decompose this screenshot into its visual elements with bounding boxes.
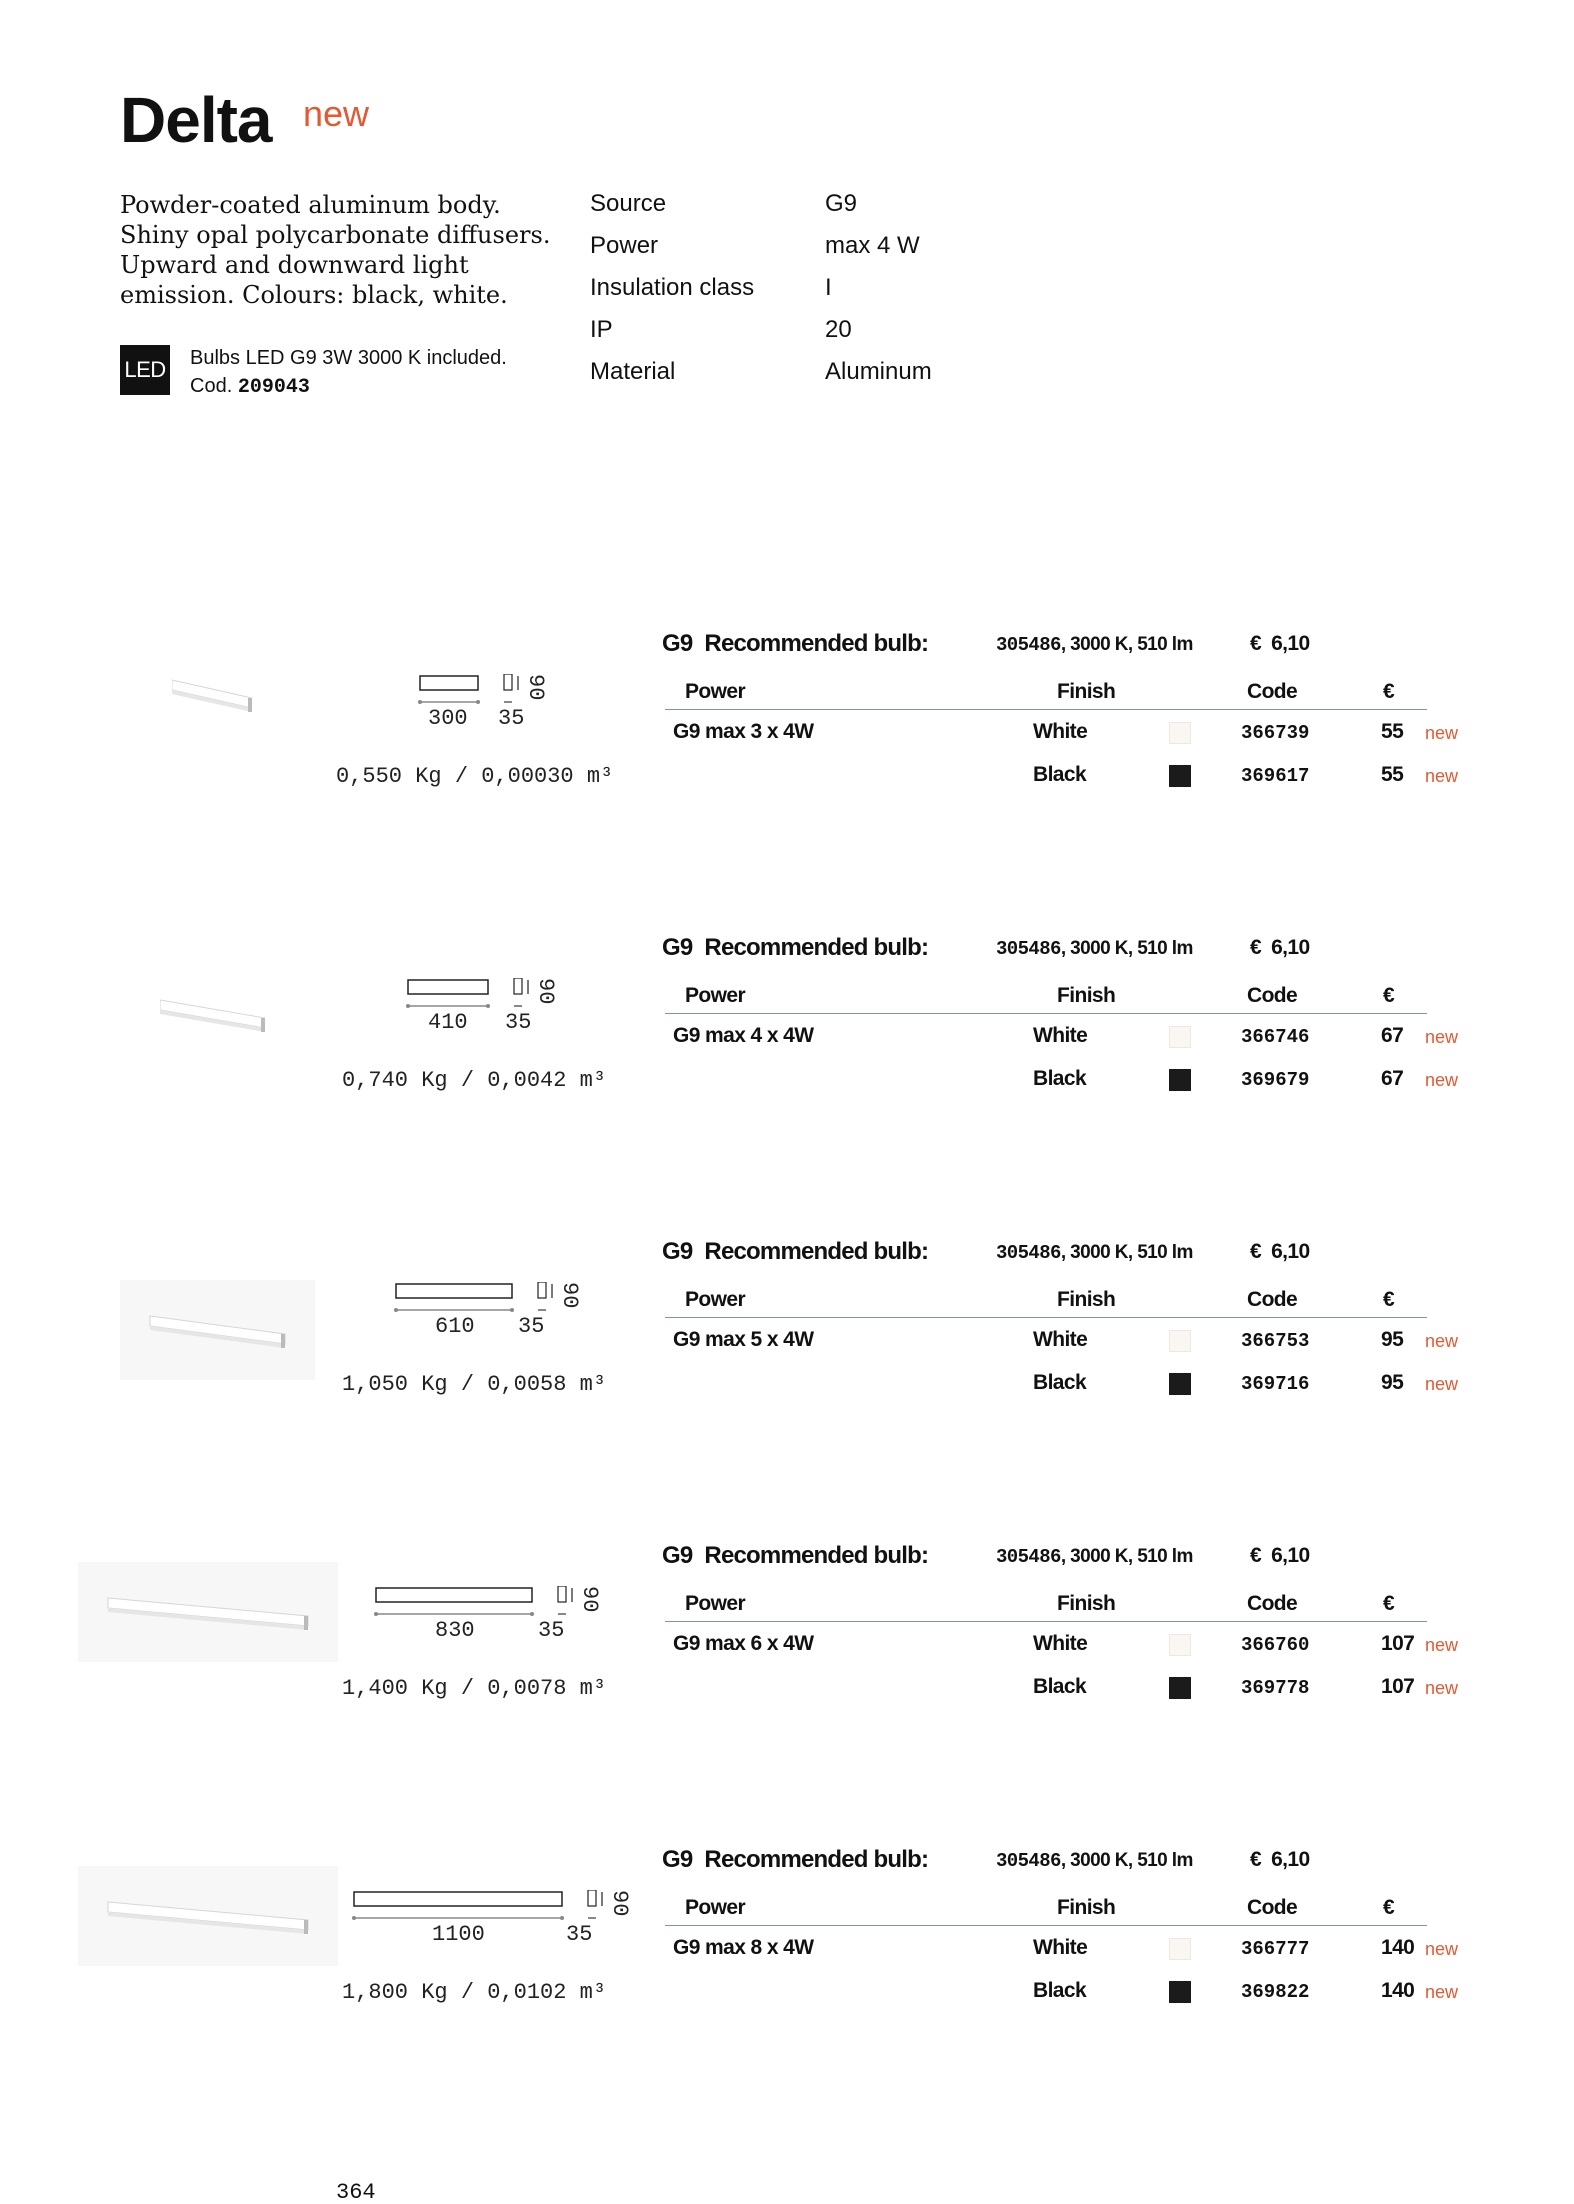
specs-table: [590, 190, 932, 400]
recommended-bulb: [662, 630, 928, 658]
white-swatch: [1169, 1938, 1191, 1960]
bulb-socket: G9: [662, 1846, 693, 1873]
black-swatch: [1169, 1069, 1191, 1091]
new-tag: new: [1425, 1374, 1459, 1394]
euro-sign: €: [1250, 1544, 1262, 1567]
product-block: [0, 1542, 1574, 1842]
header-price: €: [1383, 1896, 1395, 1919]
table-header: [665, 1286, 1427, 1318]
table-row: [665, 720, 1465, 754]
header-finish: Finish: [1057, 984, 1116, 1007]
euro-sign: €: [1250, 936, 1262, 959]
header-finish: Finish: [1057, 1592, 1116, 1615]
black-swatch: [1169, 765, 1191, 787]
bulb-socket: G9: [662, 1542, 693, 1569]
table-row: [665, 1067, 1465, 1101]
euro-sign: €: [1250, 1848, 1262, 1871]
dimension-height: 90: [557, 1282, 582, 1309]
recommended-label: Recommended bulb:: [704, 1846, 929, 1873]
black-swatch: [1169, 1373, 1191, 1395]
bulb-code: 305486: [996, 938, 1061, 960]
recommended-price: [1250, 1240, 1310, 1264]
dimension-height: 90: [577, 1586, 602, 1613]
product-code: 366739: [1241, 722, 1310, 744]
recommended-code: [996, 1242, 1193, 1264]
header-finish: Finish: [1057, 680, 1116, 703]
dimension-depth: 35: [566, 1922, 593, 1947]
power-value: G9 max 4 x 4W: [673, 1024, 814, 1047]
dimension-depth: 35: [505, 1010, 532, 1035]
product-code: 366753: [1241, 1330, 1310, 1352]
euro-sign: €: [1250, 632, 1262, 655]
recommended-price: [1250, 1544, 1310, 1568]
new-tag: new: [1425, 1939, 1459, 1959]
product-description: [120, 190, 560, 310]
table-header: [665, 678, 1427, 710]
bulb-code: 305486: [996, 1850, 1061, 1872]
bulb-socket: G9: [662, 1238, 693, 1265]
spec-value: G9: [825, 190, 858, 217]
table-row: [665, 1632, 1465, 1666]
header-power: Power: [685, 1288, 746, 1311]
led-info: [190, 344, 507, 402]
spec-value: max 4 W: [825, 232, 920, 259]
product-price: 107: [1381, 1675, 1415, 1698]
recommended-price: [1250, 936, 1310, 960]
product-block: [0, 934, 1574, 1234]
new-label: new: [303, 93, 370, 134]
bulb-spec: , 3000 K, 510 lm: [1060, 1850, 1193, 1871]
description-line: Upward and downward light: [120, 251, 469, 279]
product-code: 369822: [1241, 1981, 1310, 2003]
bulb-code: 305486: [996, 1242, 1061, 1264]
white-swatch: [1169, 722, 1191, 744]
finish-value: White: [1033, 1632, 1088, 1655]
spec-label: Source: [590, 190, 667, 217]
product-code: 366760: [1241, 1634, 1310, 1656]
new-tag: new: [1425, 723, 1459, 743]
product-block: [0, 1238, 1574, 1538]
header-finish: Finish: [1057, 1896, 1116, 1919]
header-power: Power: [685, 1592, 746, 1615]
new-tag: new: [1425, 1331, 1459, 1351]
recommended-bulb: [662, 1542, 928, 1570]
bulb-price: 6,10: [1271, 1544, 1310, 1567]
bulb-price: 6,10: [1271, 1848, 1310, 1871]
header-power: Power: [685, 984, 746, 1007]
new-tag: new: [1425, 1982, 1459, 2002]
recommended-label: Recommended bulb:: [704, 1542, 929, 1569]
spec-label: IP: [590, 316, 613, 343]
bulb-spec: , 3000 K, 510 lm: [1060, 1546, 1193, 1567]
recommended-price: [1250, 632, 1310, 656]
recommended-bulb: [662, 934, 928, 962]
dimension-length: 300: [428, 706, 468, 731]
header-power: Power: [685, 680, 746, 703]
spec-value: I: [825, 274, 832, 301]
recommended-label: Recommended bulb:: [704, 934, 929, 961]
spec-label: Material: [590, 358, 676, 385]
new-tag: new: [1425, 1027, 1459, 1047]
finish-value: White: [1033, 720, 1088, 743]
page-number: 364: [336, 2180, 376, 2204]
bulb-spec: , 3000 K, 510 lm: [1060, 634, 1193, 655]
dimension-height: 90: [533, 978, 558, 1005]
bulb-code: 305486: [996, 1546, 1061, 1568]
table-row: [665, 1024, 1465, 1058]
new-tag: new: [1425, 766, 1459, 786]
spec-row: [590, 316, 932, 358]
product-code: 369679: [1241, 1069, 1310, 1091]
new-tag: new: [1425, 1678, 1459, 1698]
finish-value: Black: [1033, 763, 1087, 786]
cod-label: Cod.: [190, 375, 233, 397]
product-code: 366777: [1241, 1938, 1310, 1960]
finish-value: Black: [1033, 1371, 1087, 1394]
weight-volume: 0,740 Kg / 0,0042 m³: [342, 1068, 607, 1093]
recommended-code: [996, 1850, 1193, 1872]
product-price: 95: [1381, 1328, 1404, 1351]
header-price: €: [1383, 1288, 1395, 1311]
table-row: [665, 1936, 1465, 1970]
finish-value: White: [1033, 1024, 1088, 1047]
header-price: €: [1383, 680, 1395, 703]
led-code: [190, 372, 507, 402]
header-price: €: [1383, 984, 1395, 1007]
table-row: [665, 1328, 1465, 1362]
header-code: Code: [1247, 680, 1298, 703]
bulb-socket: G9: [662, 934, 693, 961]
bulb-socket: G9: [662, 630, 693, 657]
recommended-label: Recommended bulb:: [704, 630, 929, 657]
dimension-depth: 35: [518, 1314, 545, 1339]
bulb-price: 6,10: [1271, 1240, 1310, 1263]
new-tag: new: [1425, 1635, 1459, 1655]
table-row: [665, 1675, 1465, 1709]
dimension-depth: 35: [498, 706, 525, 731]
white-swatch: [1169, 1026, 1191, 1048]
product-block: [0, 1846, 1574, 2146]
recommended-code: [996, 634, 1193, 656]
power-value: G9 max 5 x 4W: [673, 1328, 814, 1351]
black-swatch: [1169, 1677, 1191, 1699]
table-row: [665, 1979, 1465, 2013]
table-header: [665, 1894, 1427, 1926]
product-block: [0, 630, 1574, 930]
header-finish: Finish: [1057, 1288, 1116, 1311]
bulb-price: 6,10: [1271, 936, 1310, 959]
recommended-label: Recommended bulb:: [704, 1238, 929, 1265]
product-code: 369617: [1241, 765, 1310, 787]
bulb-spec: , 3000 K, 510 lm: [1060, 1242, 1193, 1263]
table-header: [665, 1590, 1427, 1622]
recommended-price: [1250, 1848, 1310, 1872]
spec-label: Insulation class: [590, 274, 755, 301]
product-price: 95: [1381, 1371, 1404, 1394]
header-code: Code: [1247, 1288, 1298, 1311]
product-code: 366746: [1241, 1026, 1310, 1048]
bulb-spec: , 3000 K, 510 lm: [1060, 938, 1193, 959]
recommended-code: [996, 1546, 1193, 1568]
product-price: 55: [1381, 763, 1404, 786]
header-power: Power: [685, 1896, 746, 1919]
description-line: Powder-coated aluminum body.: [120, 191, 501, 219]
finish-value: Black: [1033, 1979, 1087, 2002]
product-price: 140: [1381, 1936, 1415, 1959]
finish-value: White: [1033, 1936, 1088, 1959]
header-code: Code: [1247, 984, 1298, 1007]
product-price: 107: [1381, 1632, 1415, 1655]
white-swatch: [1169, 1634, 1191, 1656]
product-code: 369778: [1241, 1677, 1310, 1699]
cod-value: 209043: [237, 376, 310, 399]
table-row: [665, 1371, 1465, 1405]
recommended-bulb: [662, 1238, 928, 1266]
finish-value: Black: [1033, 1675, 1087, 1698]
euro-sign: €: [1250, 1240, 1262, 1263]
white-swatch: [1169, 1330, 1191, 1352]
spec-row: [590, 232, 932, 274]
header-code: Code: [1247, 1896, 1298, 1919]
power-value: G9 max 3 x 4W: [673, 720, 814, 743]
dimension-length: 830: [435, 1618, 475, 1643]
weight-volume: 0,550 Kg / 0,00030 m³: [336, 764, 614, 789]
black-swatch: [1169, 1981, 1191, 2003]
weight-volume: 1,800 Kg / 0,0102 m³: [342, 1980, 607, 2005]
recommended-code: [996, 938, 1193, 960]
weight-volume: 1,400 Kg / 0,0078 m³: [342, 1676, 607, 1701]
dimension-length: 410: [428, 1010, 468, 1035]
description-line: emission. Colours: black, white.: [120, 281, 508, 309]
product-code: 369716: [1241, 1373, 1310, 1395]
weight-volume: 1,050 Kg / 0,0058 m³: [342, 1372, 607, 1397]
power-value: G9 max 6 x 4W: [673, 1632, 814, 1655]
product-price: 67: [1381, 1067, 1404, 1090]
new-tag: new: [1425, 1070, 1459, 1090]
finish-value: Black: [1033, 1067, 1087, 1090]
power-value: G9 max 8 x 4W: [673, 1936, 814, 1959]
spec-row: [590, 274, 932, 316]
dimension-depth: 35: [538, 1618, 565, 1643]
bulb-code: 305486: [996, 634, 1061, 656]
spec-value: 20: [825, 316, 852, 343]
finish-value: White: [1033, 1328, 1088, 1351]
page-title: Delta: [120, 84, 272, 156]
table-header: [665, 982, 1427, 1014]
header-price: €: [1383, 1592, 1395, 1615]
dimension-height: 90: [523, 674, 548, 701]
spec-value: Aluminum: [825, 358, 932, 385]
spec-row: [590, 358, 932, 400]
product-price: 67: [1381, 1024, 1404, 1047]
spec-label: Power: [590, 232, 659, 259]
header-code: Code: [1247, 1592, 1298, 1615]
description-line: Shiny opal polycarbonate diffusers.: [120, 221, 551, 249]
dimension-length: 1100: [432, 1922, 485, 1947]
recommended-bulb: [662, 1846, 928, 1874]
spec-row: [590, 190, 932, 232]
dimension-height: 90: [607, 1890, 632, 1917]
bulb-price: 6,10: [1271, 632, 1310, 655]
product-price: 140: [1381, 1979, 1415, 2002]
led-badge: LED: [120, 345, 170, 395]
table-row: [665, 763, 1465, 797]
led-bulb-text: Bulbs LED G9 3W 3000 K included.: [190, 347, 507, 369]
product-price: 55: [1381, 720, 1404, 743]
dimension-length: 610: [435, 1314, 475, 1339]
